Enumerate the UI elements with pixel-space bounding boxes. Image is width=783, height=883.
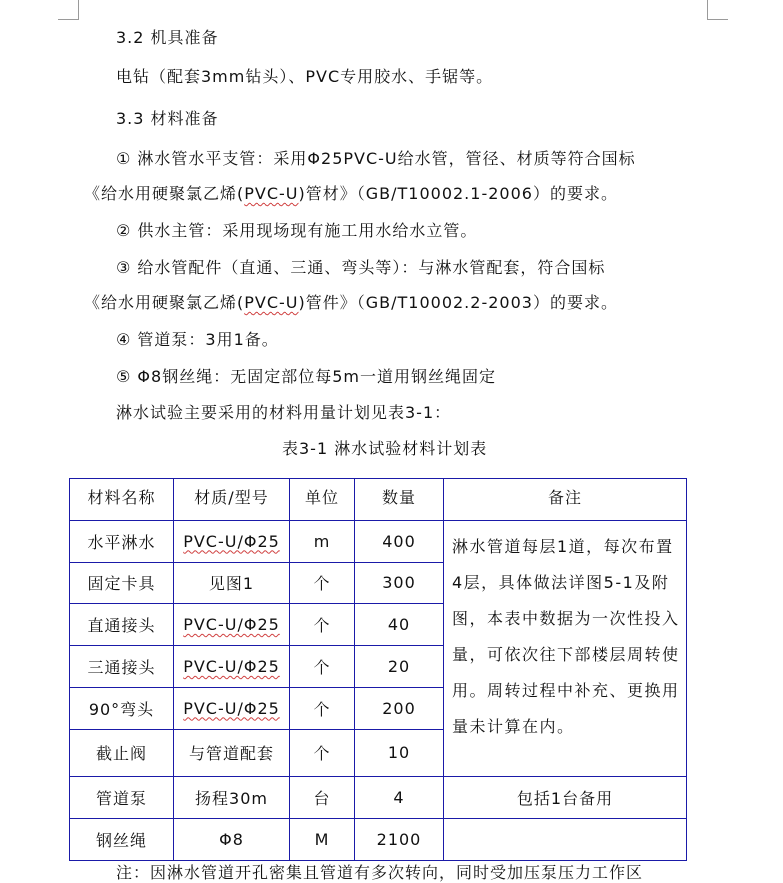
spec-text: PVC-U/Φ25 xyxy=(183,698,280,718)
cell-unit: 个 xyxy=(290,646,355,688)
cell-remark-main: 淋水管道每层1道，每次布置4层，具体做法详图5-1及附图，本表中数据为一次性投入量，可依次往下部楼层周转使用。周转过程中补充、更换用量未计算在内。 xyxy=(444,520,687,777)
materials-table xyxy=(69,478,687,861)
cell-spec xyxy=(174,520,290,562)
table-footnote: 注：因淋水管道开孔密集且管道有多次转向，同时受加压泵压力工作区 xyxy=(116,863,644,882)
cell-quantity: 300 xyxy=(355,562,444,604)
cell-material-name: 钢丝绳 xyxy=(70,819,174,861)
header-spec: 材质/型号 xyxy=(174,479,290,521)
cell-unit: 个 xyxy=(290,687,355,729)
cell-quantity: 4 xyxy=(355,777,444,819)
cell-spec xyxy=(174,604,290,646)
cell-material-name: 固定卡具 xyxy=(70,562,174,604)
cell-remark-pump: 包括1台备用 xyxy=(444,777,687,819)
spec-text: PVC-U/Φ25 xyxy=(183,656,280,676)
material-item-1: ① 淋水管水平支管：采用Φ25PVC-U给水管，管径、材质等符合国标 xyxy=(116,149,636,168)
material-item-3: ③ 给水管配件（直通、三通、弯头等）：与淋水管配套，符合国标 xyxy=(116,258,606,277)
cell-material-name: 管道泵 xyxy=(70,777,174,819)
cell-spec xyxy=(174,646,290,688)
cell-unit: 个 xyxy=(290,729,355,777)
material-item-1-continued: 《给水用硬聚氯乙烯(PVC-U)管材》（GB/T10002.1-2006）的要求。 xyxy=(84,184,618,203)
material-item-4: ④ 管道泵：3用1备。 xyxy=(116,330,279,349)
material-item-5: ⑤ Φ8钢丝绳：无固定部位每5m一道用钢丝绳固定 xyxy=(116,367,496,386)
cell-unit: 台 xyxy=(290,777,355,819)
material-item-2: ② 供水主管：采用现场现有施工用水给水立管。 xyxy=(116,221,478,240)
cell-unit: M xyxy=(290,819,355,861)
table-row xyxy=(70,520,687,562)
cell-unit: 个 xyxy=(290,604,355,646)
header-unit: 单位 xyxy=(290,479,355,521)
table-row xyxy=(70,819,687,861)
header-quantity: 数量 xyxy=(355,479,444,521)
cell-spec: Φ8 xyxy=(174,819,290,861)
tools-paragraph: 电钻（配套3mm钻头）、PVC专用胶水、手锯等。 xyxy=(116,67,494,86)
spec-text: PVC-U/Φ25 xyxy=(183,615,280,635)
section-heading-3-2: 3.2 机具准备 xyxy=(116,28,219,47)
cell-quantity: 40 xyxy=(355,604,444,646)
cell-material-name: 三通接头 xyxy=(70,646,174,688)
materials-table-body xyxy=(70,479,687,861)
cell-material-name: 90°弯头 xyxy=(70,687,174,729)
cell-quantity: 2100 xyxy=(355,819,444,861)
section-heading-3-3: 3.3 材料准备 xyxy=(116,109,219,128)
cell-quantity: 10 xyxy=(355,729,444,777)
cell-remark-rope xyxy=(444,819,687,861)
cell-spec: 与管道配套 xyxy=(174,729,290,777)
cell-unit: m xyxy=(290,520,355,562)
cell-material-name: 截止阀 xyxy=(70,729,174,777)
table-intro-paragraph: 淋水试验主要采用的材料用量计划见表3-1： xyxy=(116,403,452,422)
table-header-row xyxy=(70,479,687,521)
margin-corner-mark-right xyxy=(707,0,728,20)
margin-corner-mark-left xyxy=(58,0,79,20)
table-row xyxy=(70,777,687,819)
material-item-3-continued: 《给水用硬聚氯乙烯(PVC-U)管件》（GB/T10002.2-2003）的要求。 xyxy=(84,293,618,312)
cell-quantity: 200 xyxy=(355,687,444,729)
cell-spec xyxy=(174,687,290,729)
cell-material-name: 直通接头 xyxy=(70,604,174,646)
cell-quantity: 20 xyxy=(355,646,444,688)
cell-quantity: 400 xyxy=(355,520,444,562)
cell-spec: 扬程30m xyxy=(174,777,290,819)
cell-unit: 个 xyxy=(290,562,355,604)
cell-material-name: 水平淋水 xyxy=(70,520,174,562)
table-caption: 表3-1 淋水试验材料计划表 xyxy=(282,439,488,458)
cell-spec: 见图1 xyxy=(174,562,290,604)
spec-text: PVC-U/Φ25 xyxy=(183,531,280,551)
header-remark: 备注 xyxy=(444,479,687,521)
header-material-name: 材料名称 xyxy=(70,479,174,521)
